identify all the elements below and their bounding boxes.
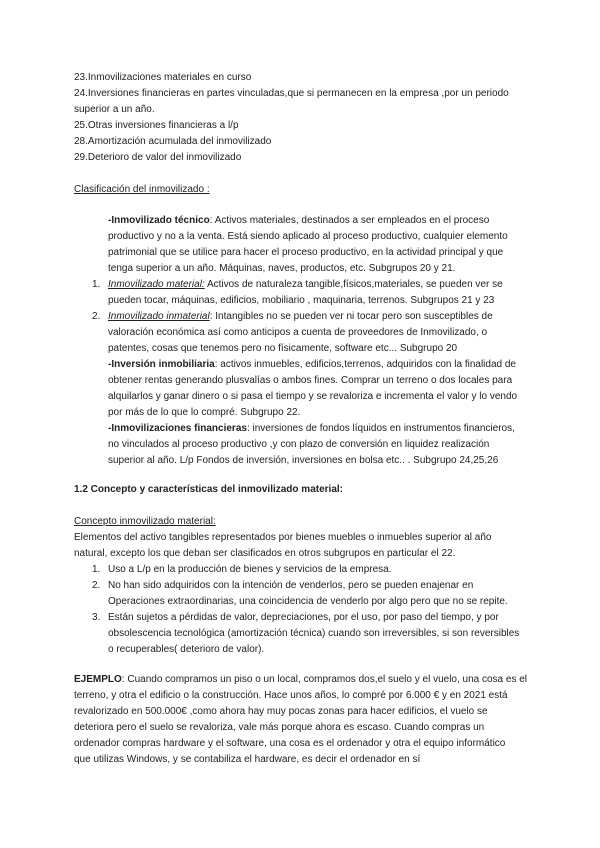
- list-number: 2.: [92, 580, 101, 591]
- ejemplo-line: [74, 673, 527, 687]
- inmaterial-text: : Intangibles no se pueden ver ni tocar pero son susceptibles de: [209, 311, 493, 322]
- concepto-heading: Concepto inmovilizado material:: [74, 516, 216, 527]
- concepto-list-line: obsolescencia tecnológica (amortización técnica) cuando son irreversibles, si son reversibles: [108, 628, 520, 639]
- top-list-item: 24.Inversiones financieras en partes vinculadas,que si permanecen en la empresa ,por un periodo: [74, 88, 509, 99]
- top-list-item: 25.Otras inversiones financieras a l/p: [74, 120, 239, 131]
- financieras-line: superior al año. L/p Fondos de inversión, inversiones en bolsa etc.. . Subgrupo 24,25,26: [108, 455, 499, 466]
- tecnico-label: -Inmovilizado técnico: [108, 215, 210, 226]
- inmobiliaria-line: alquilarlos y ganar dinero o si pasa el tiempo y se revaloriza e incrementa el valor y lo vendo: [108, 391, 518, 402]
- financieras-line: no vinculados al proceso productivo ,y con plazo de conversión en liquidez realización: [108, 439, 490, 450]
- top-list-item: superior a un año.: [74, 104, 155, 115]
- clasificacion-heading: Clasificación del inmovilizado :: [74, 184, 210, 195]
- ejemplo-line: deteriora pero el suelo se revaloriza, vale más porque ahora es escaso. Cuando compras un: [74, 722, 485, 733]
- inmaterial-line: valoración económica así como anticipos a cuenta de proveedores de Inmovilizado, o: [108, 327, 488, 338]
- inmobiliaria-line: por más de lo que lo compré. Subgrupo 22.: [108, 407, 301, 418]
- list-number: 1.: [92, 564, 101, 575]
- top-list-item: 28.Amortización acumulada del inmovilizado: [74, 136, 272, 147]
- ejemplo-line: ordenador compras hardware y el software, una cosa es el ordenador y otra el equipo informático: [74, 738, 506, 749]
- financieras-label: -Inmovilizaciones financieras: [108, 423, 247, 434]
- material-text: Activos de naturaleza tangible,físicos,materiales, se pueden ver se: [204, 279, 503, 290]
- ejemplo-line: revalorizado en 500.000€ ,como ahora hay muy pocas zonas para hacer edificios, el vuelo se: [74, 706, 488, 717]
- inmaterial-line: patentes, cosas que tenemos pero no físicamente, software etc... Subgrupo 20: [108, 343, 458, 354]
- section-heading: 1.2 Concepto y características del inmovilizado material:: [74, 484, 343, 495]
- list-number: 1.: [92, 279, 101, 290]
- tecnico-line: patrimonial que se utilice para hacer el proceso productivo, en la actividad principal y que: [108, 247, 504, 258]
- concepto-list-line: No han sido adquiridos con la intención de venderlos, pero se pueden enajenar en: [108, 580, 474, 591]
- concepto-list-line: Están sujetos a pérdidas de valor, depreciaciones, por el uso, por paso del tiempo, y por: [108, 612, 499, 623]
- ejemplo-line: terreno, y otra el edificio o la construcción. Hace unos años, lo compré por 6.000 € y en 2021 está: [74, 690, 508, 701]
- inmobiliaria-line: obtener rentas generando plusvalías o ambos fines. Comprar un terreno o dos locales para: [108, 375, 513, 386]
- inmobiliaria-text: : activos inmuebles, edificios,terrenos, adquiridos con la finalidad de: [214, 359, 516, 370]
- ejemplo-label: EJEMPLO: [74, 674, 122, 685]
- inmaterial-label: Inmovilizado inmaterial: [108, 311, 210, 322]
- tecnico-line: tenga superior a un año. Máquinas, naves, productos, etc. Subgrupos 20 y 21.: [108, 263, 456, 274]
- top-list-item: 23.Inmovilizaciones materiales en curso: [74, 72, 252, 83]
- concepto-list-line: Operaciones extraordinarias, una coincidencia de venderlo por algo pero que no se repite.: [108, 596, 508, 607]
- inmobiliaria-label: -Inversión inmobiliaria: [108, 359, 215, 370]
- tecnico-line: [108, 214, 489, 228]
- concepto-list-line: o recuperables( deterioro de valor).: [108, 644, 265, 655]
- top-list-item: 29.Deterioro de valor del inmovilizado: [74, 152, 242, 163]
- financieras-line: [108, 422, 515, 436]
- ejemplo-text: : Cuando compramos un piso o un local, compramos dos,el suelo y el vuelo, una cosa es el: [121, 674, 528, 685]
- ejemplo-line: que utilizas Windows, y se contabiliza el hardware, es decir el ordenador en sí: [74, 754, 421, 765]
- list-number: 3.: [92, 612, 101, 623]
- concepto-list-line: Uso a L/p en la producción de bienes y servicios de la empresa.: [108, 564, 392, 575]
- material-line: pueden tocar, máquinas, edificios, mobiliario , maquinaria, terrenos. Subgrupos 21 y 23: [108, 295, 495, 306]
- concepto-line: Elementos del activo tangibles representados por bienes muebles o inmuebles superior al año: [74, 532, 492, 543]
- list-number: 2.: [92, 311, 101, 322]
- material-label: Inmovilizado material:: [108, 279, 205, 290]
- material-line: [108, 278, 503, 292]
- inmobiliaria-line: [108, 358, 516, 372]
- tecnico-line: productivo y no a la venta. Está siendo aplicado al proceso productivo, cualquier elemento: [108, 231, 508, 242]
- tecnico-text: : Activos materiales, destinados a ser empleados en el proceso: [209, 215, 490, 226]
- concepto-line: natural, excepto los que deban ser clasificados en otros subgrupos en particular el 22.: [74, 548, 456, 559]
- inmaterial-line: [108, 310, 493, 324]
- financieras-text: : inversiones de fondos líquidos en instrumentos financieros,: [246, 423, 515, 434]
